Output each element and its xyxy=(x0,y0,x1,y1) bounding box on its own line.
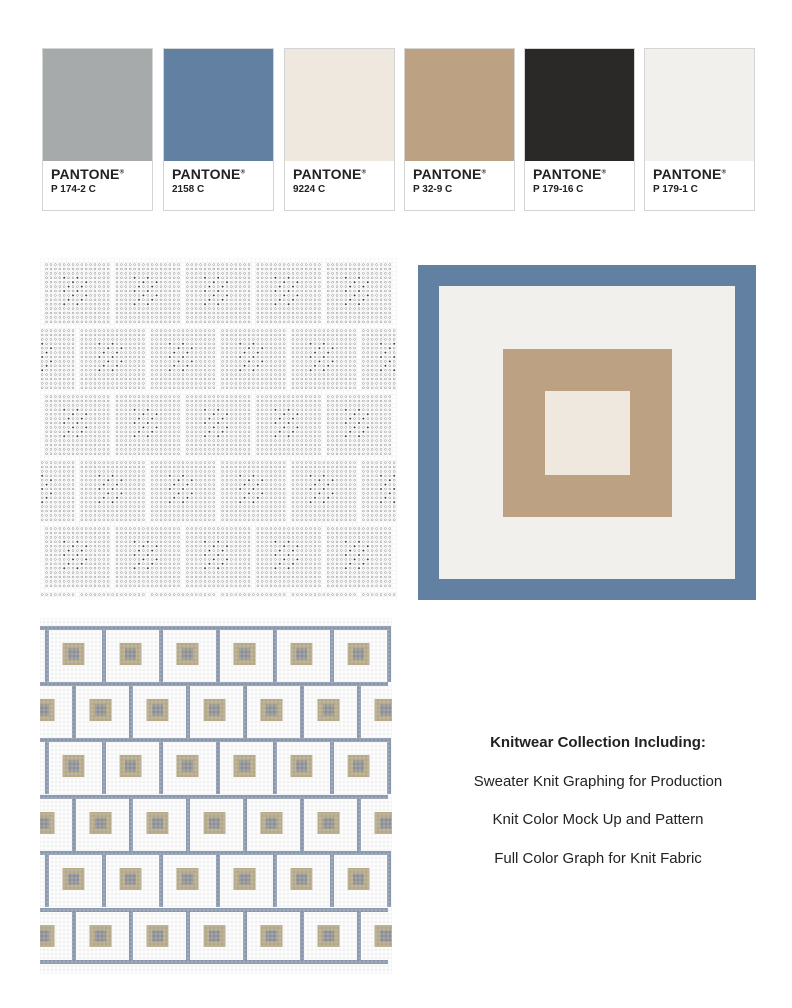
swatch-color-code: P 179-16 C xyxy=(533,184,584,195)
pantone-swatch-card xyxy=(644,48,755,211)
pantone-swatch-card xyxy=(284,48,395,211)
collection-item: Sweater Knit Graphing for Production xyxy=(473,772,723,790)
swatch-color-code: P 32-9 C xyxy=(413,184,453,195)
pantone-swatch-card xyxy=(163,48,274,211)
swatch-color-code: P 174-2 C xyxy=(51,184,96,195)
pantone-swatch-card xyxy=(524,48,635,211)
swatch-color-chip xyxy=(43,49,152,161)
swatch-brand-label: PANTONE® xyxy=(293,166,367,182)
swatch-brand-label: PANTONE® xyxy=(172,166,246,182)
swatch-color-chip xyxy=(525,49,634,161)
swatch-color-chip xyxy=(645,49,754,161)
knit-color-mockup xyxy=(418,265,756,600)
swatch-color-code: 2158 C xyxy=(172,184,205,195)
swatch-color-chip xyxy=(285,49,394,161)
swatch-brand-label: PANTONE® xyxy=(653,166,727,182)
swatch-brand-label: PANTONE® xyxy=(413,166,487,182)
swatch-brand-label: PANTONE® xyxy=(51,166,125,182)
knit-fabric-pattern-graph xyxy=(40,618,392,974)
swatch-color-chip xyxy=(405,49,514,161)
mockup-cream-center xyxy=(545,391,630,475)
collection-item: Full Color Graph for Knit Fabric xyxy=(494,849,702,867)
collection-description xyxy=(430,724,766,878)
collection-heading: Knitwear Collection Including: xyxy=(490,734,706,751)
swatch-color-code: P 179-1 C xyxy=(653,184,698,195)
collection-item: Knit Color Mock Up and Pattern xyxy=(492,811,704,828)
swatch-color-code: 9224 C xyxy=(293,184,326,195)
swatch-color-chip xyxy=(164,49,273,161)
pantone-swatch-card xyxy=(404,48,515,211)
knit-graph-chart xyxy=(40,258,397,600)
swatch-brand-label: PANTONE® xyxy=(533,166,607,182)
graph-grid-lines xyxy=(40,258,397,600)
pantone-swatch-card xyxy=(42,48,153,211)
